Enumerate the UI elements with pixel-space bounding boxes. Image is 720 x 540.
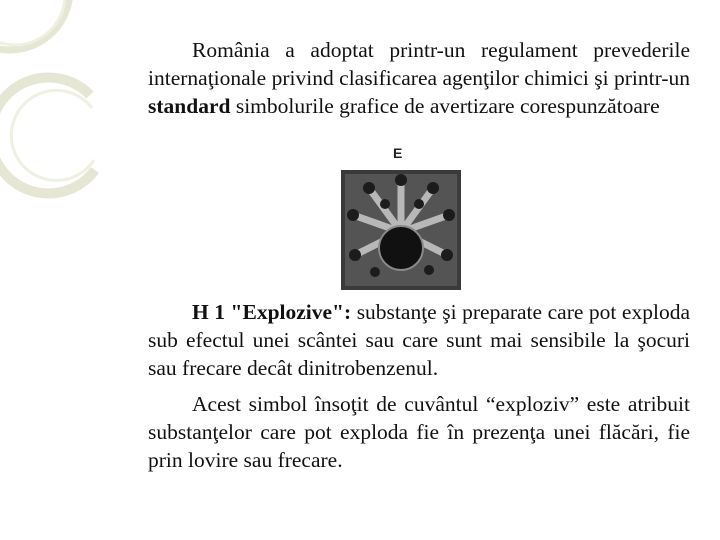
note-text: Acest simbol însoţit de cuvântul “exploziv” este atribuit substanţelor care pot exploda fie în prezenţa unei flăcări, fie prin lovire sau frecare. [148,392,690,472]
intro-bold-word: standard [148,94,231,118]
symbol-letter-label: E [393,145,403,161]
h1-description: substanţe şi preparate care pot exploda sub efectul unei scântei sau care sunt mai sensibile la şocuri sau frecare decât dinitrobenzenul. [148,300,690,380]
intro-text-start: România a adoptat printr-un regulament prevederile internaţionale privind clasificarea agenţilor chimici şi printr-un [148,38,690,90]
h1-label: H 1 "Explozive": [192,300,352,324]
note-paragraph [148,390,690,474]
explosive-hazard-icon [341,170,461,290]
intro-text-end: simbolurile grafice de avertizare corespunzătoare [230,94,660,118]
h1-paragraph [148,298,690,382]
corner-decoration [0,0,140,220]
intro-paragraph [148,36,690,120]
